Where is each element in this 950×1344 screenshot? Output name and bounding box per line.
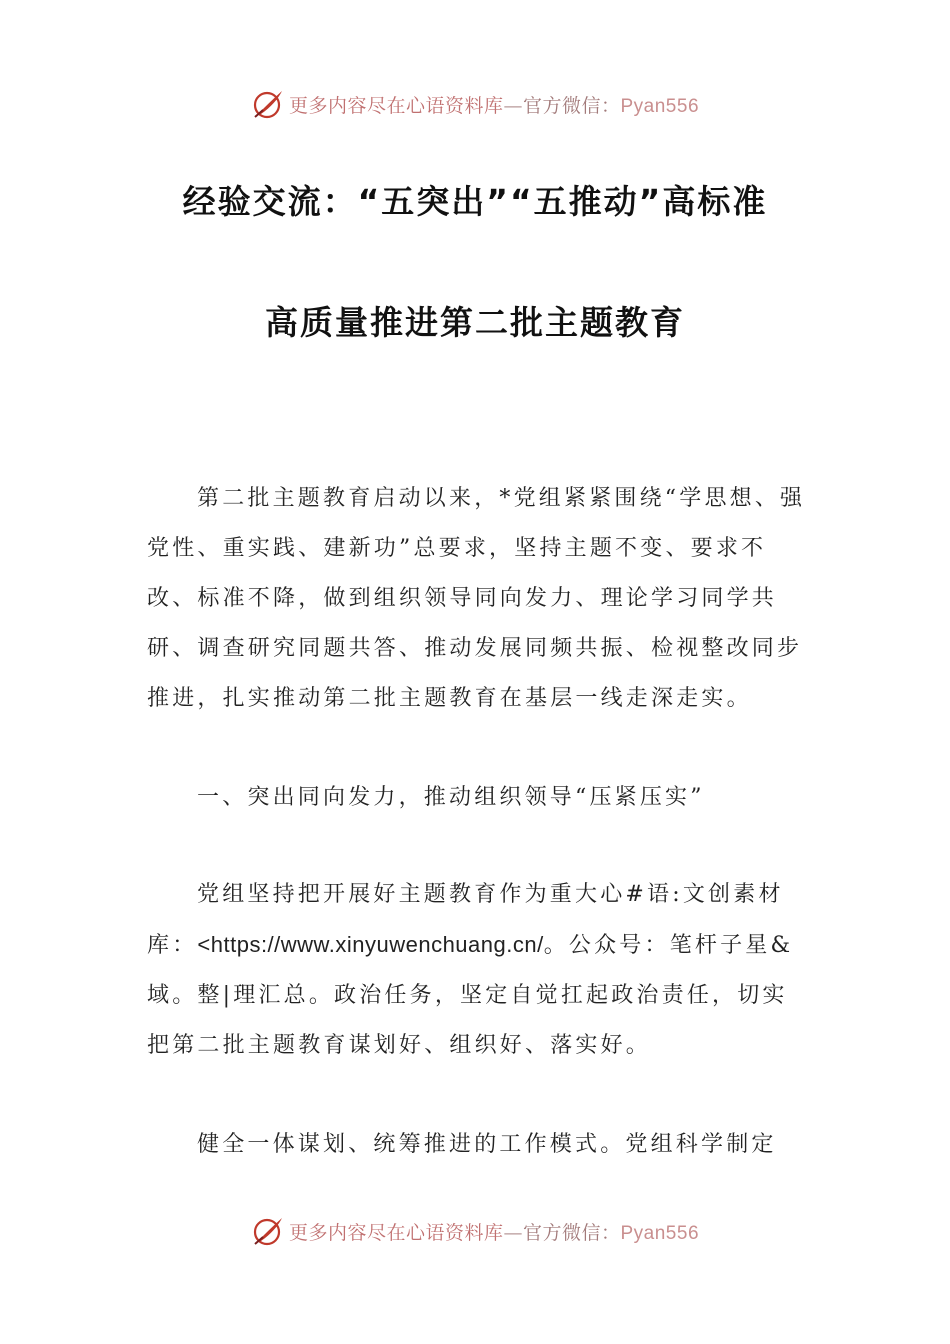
section-heading-1-text: 一、突出同向发力，推动组织领导“压紧压实” [197, 785, 705, 810]
banner-wechat-id: Pyan556 [620, 95, 700, 117]
section-heading-1 [147, 773, 807, 823]
paragraph-mechanism [147, 1120, 807, 1170]
paragraph-party-group-text-b: 。公众号：笔杆子星&域。整|理汇总。政治任务，坚定自觉扛起政治责任，切实把第二批主题教育谋划好、组织好、落实好。 [147, 933, 794, 1058]
banner-dash: — [503, 1221, 523, 1244]
paragraph-url: <https://www.xinyuwenchuang.cn/ [197, 932, 544, 957]
banner-source: 更多内容尽在心语资料库 [288, 94, 504, 117]
document-title-line-2: 高质量推进第二批主题教育 [265, 303, 685, 342]
banner-wechat-id: Pyan556 [620, 1222, 700, 1244]
paragraph-party-group-text-a: 党组坚持把开展好主题教育作为重大心#语:文创素材库： [147, 882, 784, 958]
footer-banner [0, 1211, 950, 1251]
banner-text [289, 1218, 699, 1245]
feather-pen-logo-icon [251, 1214, 285, 1248]
document-title-line-1: 经验交流：“五突出”“五推动”高标准 [182, 182, 768, 221]
paragraph-mechanism-text: 健全一体谋划、统筹推进的工作模式。党组科学制定 [197, 1132, 777, 1157]
paragraph-party-group [147, 870, 807, 1071]
banner-text [289, 91, 699, 118]
paragraph-intro [147, 474, 807, 724]
header-banner [0, 84, 950, 124]
banner-wechat-label: 官方微信： [522, 1221, 621, 1244]
paragraph-intro-text: 第二批主题教育启动以来，*党组紧紧围绕“学思想、强党性、重实践、建新功”总要求，坚持主题不变、要求不改、标准不降，做到组织领导同向发力、理论学习同学共研、调查研究同题共答、推动发展同频共振、检视整改同步推进，扎实推动第二批主题教育在基层一线走深走实。 [147, 486, 806, 711]
banner-dash: — [503, 94, 523, 117]
banner-source: 更多内容尽在心语资料库 [288, 1221, 504, 1244]
feather-pen-logo-icon [251, 87, 285, 121]
banner-wechat-label: 官方微信： [522, 94, 621, 117]
